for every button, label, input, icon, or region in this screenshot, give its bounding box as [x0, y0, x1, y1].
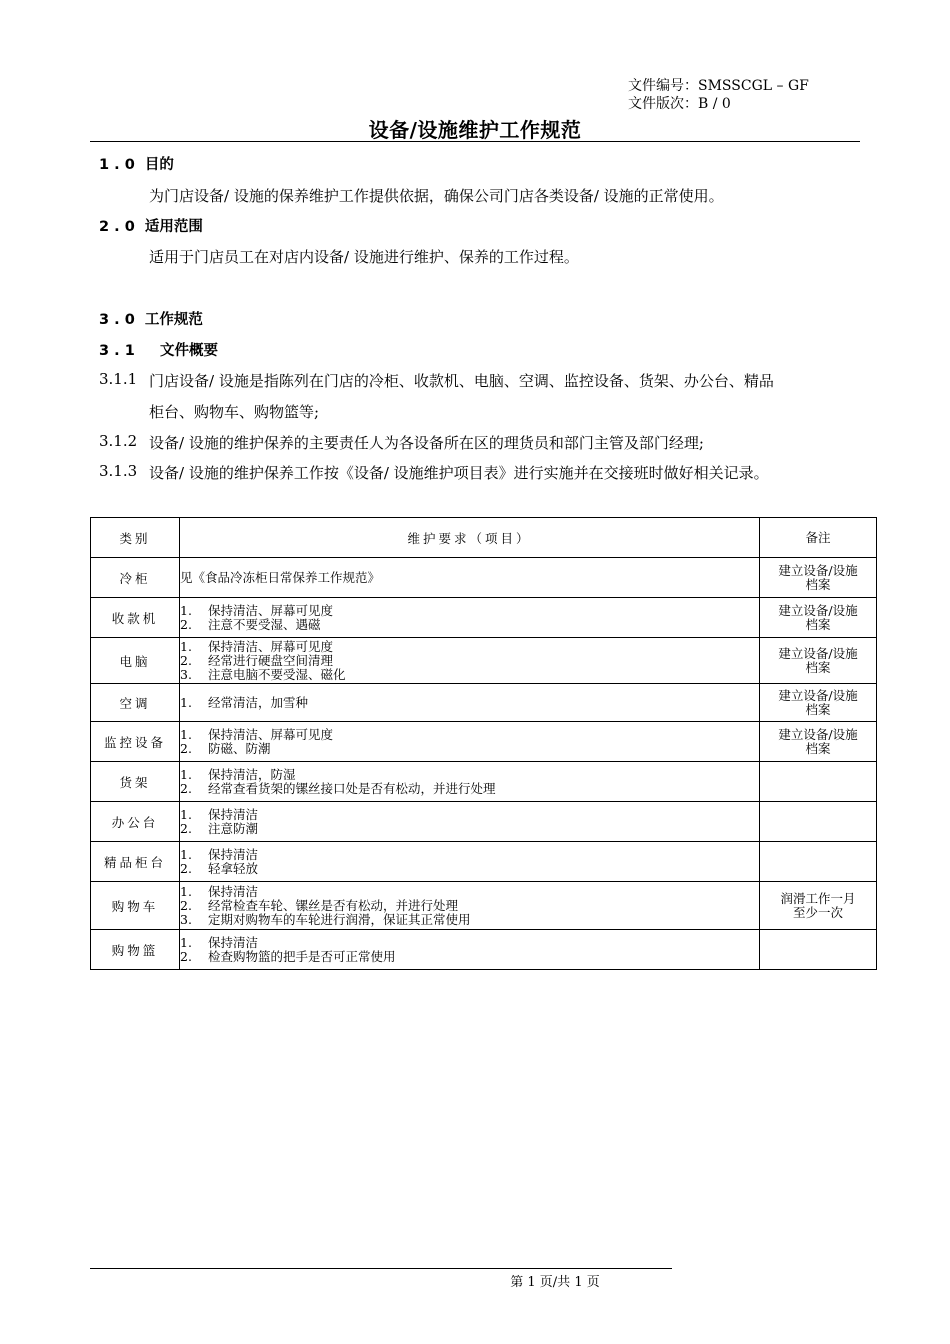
table-row: [91, 684, 877, 722]
requirement-item: [180, 728, 759, 742]
item-text: 保持清洁、屏幕可见度: [208, 726, 334, 742]
document-info: [628, 77, 809, 113]
requirement-item: [180, 848, 759, 862]
requirement-item: [180, 654, 759, 668]
row-note: 建立设备/设施 档案: [760, 722, 877, 762]
requirement-item: [180, 571, 759, 585]
clause-3-1-1-number: 3.1.1: [99, 370, 138, 388]
item-text: 保持清洁: [208, 883, 259, 899]
row-requirements: [180, 762, 760, 802]
requirement-item: [180, 913, 759, 927]
item-number: 2.: [180, 740, 192, 756]
item-number: 3.: [180, 666, 192, 682]
row-category: 空调: [91, 684, 180, 722]
section-title: 目的: [144, 157, 174, 173]
item-number: 2.: [180, 897, 192, 913]
requirement-item: [180, 604, 759, 618]
row-requirements: [180, 558, 760, 598]
doc-version: 文件版次：B / 0: [628, 96, 731, 112]
item-number: 1.: [180, 846, 192, 862]
title-divider: [90, 141, 860, 142]
item-text: 保持清洁、屏幕可见度: [208, 638, 334, 654]
item-text: 轻拿轻放: [208, 860, 259, 876]
clause-3-1-2-text: 设备/ 设施的维护保养的主要责任人为各设备所在区的理货员和部门主管及部门经理;: [149, 434, 704, 452]
row-category: 办公台: [91, 802, 180, 842]
section-number: 3 . 0: [99, 312, 135, 328]
item-number: 1.: [180, 602, 192, 618]
item-number: 1.: [180, 726, 192, 742]
section-title: 文件概要: [160, 343, 219, 359]
requirement-item: [180, 950, 759, 964]
header-requirements: 维护要求（项目）: [180, 518, 760, 558]
table-row: [91, 762, 877, 802]
row-requirements: [180, 842, 760, 882]
item-number: 2.: [180, 780, 192, 796]
item-number: 1.: [180, 934, 192, 950]
item-text: 注意不要受湿、遇磁: [208, 616, 321, 632]
item-text: 经常检查车轮、镙丝是否有松动，并进行处理: [208, 897, 459, 913]
table-row: [91, 558, 877, 598]
row-requirements: [180, 638, 760, 684]
table-row: [91, 842, 877, 882]
table-row: [91, 722, 877, 762]
row-category: 监控设备: [91, 722, 180, 762]
row-note: [760, 762, 877, 802]
section-number: 2 . 0: [99, 219, 135, 235]
page-number: 第 1 页/共 1 页: [510, 1275, 600, 1290]
row-note: 建立设备/设施 档案: [760, 598, 877, 638]
requirement-item: [180, 782, 759, 796]
item-text: 见《食品冷冻柜日常保养工作规范》: [180, 569, 381, 585]
item-text: 注意电脑不要受湿、磁化: [208, 666, 346, 682]
table-row: [91, 802, 877, 842]
row-requirements: [180, 882, 760, 930]
row-category: 冷柜: [91, 558, 180, 598]
row-note: 建立设备/设施 档案: [760, 638, 877, 684]
section-2-body: 适用于门店员工在对店内设备/ 设施进行维护、保养的工作过程。: [149, 248, 579, 266]
page-title: 设备/设施维护工作规范: [368, 118, 582, 142]
section-number: 1 . 0: [99, 157, 135, 173]
item-number: 2.: [180, 652, 192, 668]
requirement-item: [180, 768, 759, 782]
item-number: 2.: [180, 820, 192, 836]
requirement-item: [180, 899, 759, 913]
header-notes: 备注: [760, 518, 877, 558]
item-number: 1.: [180, 883, 192, 899]
section-1-body: 为门店设备/ 设施的保养维护工作提供依据，确保公司门店各类设备/ 设施的正常使用。: [149, 187, 724, 205]
item-text: 检查购物篮的把手是否可正常使用: [208, 948, 396, 964]
row-requirements: [180, 722, 760, 762]
item-number: 2.: [180, 948, 192, 964]
item-number: 2.: [180, 860, 192, 876]
item-text: 经常进行硬盘空间清理: [208, 652, 334, 668]
requirement-item: [180, 668, 759, 682]
row-note: 建立设备/设施 档案: [760, 684, 877, 722]
requirement-item: [180, 808, 759, 822]
item-text: 保持清洁: [208, 846, 259, 862]
table-row: [91, 638, 877, 684]
table-row: [91, 598, 877, 638]
header-category: 类别: [91, 518, 180, 558]
item-number: 1.: [180, 806, 192, 822]
clause-3-1-1-text-cont: 柜台、购物车、购物篮等;: [149, 403, 320, 421]
row-note: [760, 930, 877, 970]
item-text: 保持清洁: [208, 806, 259, 822]
footer-divider: [90, 1268, 672, 1269]
row-note: 建立设备/设施 档案: [760, 558, 877, 598]
item-number: 2.: [180, 616, 192, 632]
item-text: 经常查看货架的镙丝接口处是否有松动，并进行处理: [208, 780, 496, 796]
requirement-item: [180, 618, 759, 632]
item-text: 经常清洁，加雪种: [208, 694, 309, 710]
item-text: 保持清洁: [208, 934, 259, 950]
item-text: 保持清洁、屏幕可见度: [208, 602, 334, 618]
requirement-item: [180, 862, 759, 876]
item-text: 防磁、防潮: [208, 740, 271, 756]
requirement-item: [180, 885, 759, 899]
clause-3-1-3-text: 设备/ 设施的维护保养工作按《设备/ 设施维护项目表》进行实施并在交接班时做好相关记录。: [149, 464, 769, 482]
row-requirements: [180, 930, 760, 970]
item-text: 注意防潮: [208, 820, 259, 836]
item-number: 1.: [180, 766, 192, 782]
clause-3-1-3-number: 3.1.3: [99, 462, 138, 480]
table-header-row: [91, 518, 877, 558]
section-3-heading: [99, 308, 203, 329]
requirement-item: [180, 696, 759, 710]
item-number: 1.: [180, 638, 192, 654]
requirement-item: [180, 936, 759, 950]
requirement-item: [180, 742, 759, 756]
table-row: [91, 882, 877, 930]
section-2-heading: [99, 215, 203, 236]
table-row: [91, 930, 877, 970]
requirement-item: [180, 822, 759, 836]
doc-number: 文件编号：SMSSCGL – GF: [628, 78, 809, 94]
section-1-heading: [99, 153, 174, 174]
section-title: 工作规范: [144, 312, 203, 328]
row-category: 购物篮: [91, 930, 180, 970]
row-category: 货架: [91, 762, 180, 802]
maintenance-table: [90, 517, 877, 970]
row-requirements: [180, 598, 760, 638]
row-category: 精品柜台: [91, 842, 180, 882]
row-requirements: [180, 802, 760, 842]
row-note: 润滑工作一月 至少一次: [760, 882, 877, 930]
clause-3-1-1-text: 门店设备/ 设施是指陈列在门店的冷柜、收款机、电脑、空调、监控设备、货架、办公台、精品: [149, 372, 774, 390]
section-number: 3 . 1: [99, 343, 135, 359]
row-category: 购物车: [91, 882, 180, 930]
clause-3-1-2-number: 3.1.2: [99, 432, 138, 450]
row-requirements: [180, 684, 760, 722]
section-title: 适用范围: [144, 219, 203, 235]
row-note: [760, 842, 877, 882]
section-3-1-heading: [99, 339, 218, 360]
item-text: 保持清洁，防湿: [208, 766, 296, 782]
item-number: 1.: [180, 694, 192, 710]
row-category: 收款机: [91, 598, 180, 638]
requirement-item: [180, 640, 759, 654]
item-number: 3.: [180, 911, 192, 927]
item-text: 定期对购物车的车轮进行润滑，保证其正常使用: [208, 911, 471, 927]
row-category: 电脑: [91, 638, 180, 684]
row-note: [760, 802, 877, 842]
